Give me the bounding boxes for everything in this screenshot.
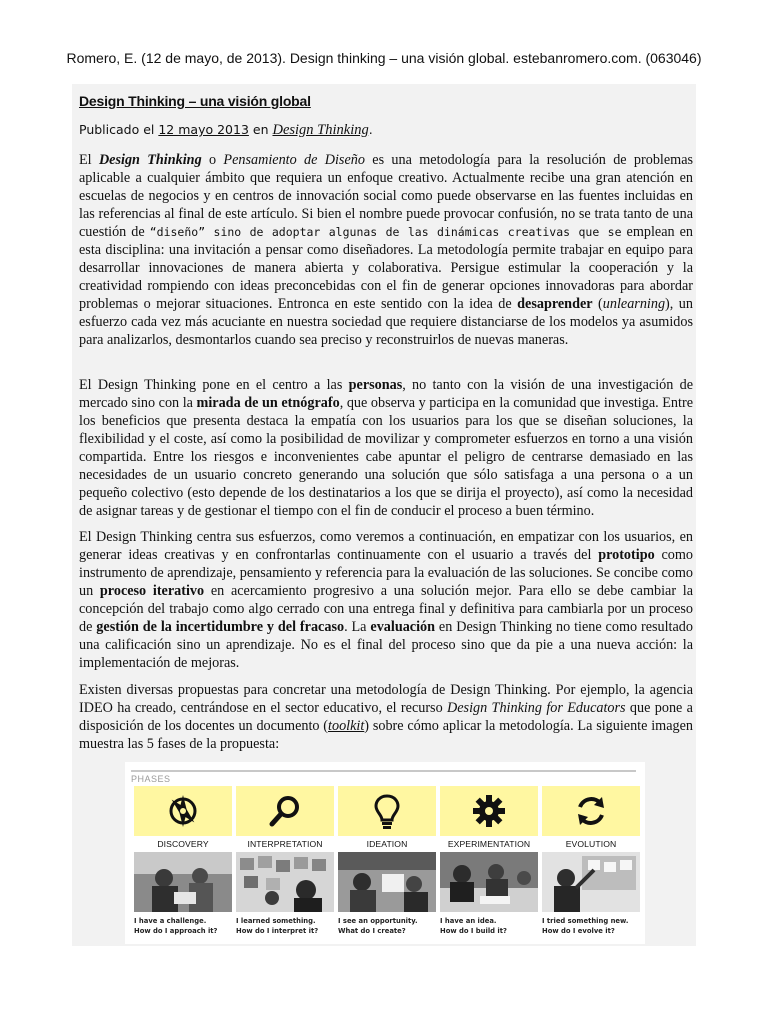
phase-question-line1: I tried something new. <box>542 917 629 925</box>
phase-question-line2: How do I evolve it? <box>542 927 615 935</box>
phase-photo <box>440 852 538 912</box>
text-run: ( <box>592 296 603 312</box>
text-run: personas <box>348 377 403 393</box>
text-run: Design Thinking <box>98 152 202 168</box>
text-run: unlearning <box>602 296 666 312</box>
text-run: Pensamiento de Diseño <box>223 152 365 168</box>
phase-question <box>236 916 334 936</box>
published-prefix: Publicado el <box>79 122 159 137</box>
text-run: “diseño” sino de adoptar algunas de las dinámicas creativas que se <box>149 225 622 239</box>
phase-ideation <box>338 786 436 936</box>
published-date-link[interactable]: 12 mayo 2013 <box>158 122 249 137</box>
phase-name: DISCOVERY <box>134 836 232 852</box>
figure-rule <box>131 770 636 772</box>
text-run: evaluación <box>370 619 436 635</box>
phase-evolution <box>542 786 640 936</box>
article-title[interactable]: Design Thinking – una visión global <box>79 93 311 109</box>
text-run: en Design Thinking no tiene como resultado una calificación sino un aprendizaje. No es el final del proceso sino que da pie a una nueva acción: la implementación de mejoras. <box>79 619 693 671</box>
text-run: gestión de la incertidumbre y del fracaso <box>96 619 345 635</box>
text-run: ) sobre cómo aplicar la metodología. La siguiente imagen muestra las 5 fases de la propuesta: <box>79 718 693 752</box>
paragraph-intro <box>79 151 693 349</box>
phase-icon-box <box>440 786 538 836</box>
text-run: ), un esfuerzo cada vez más acuciante en nuestra sociedad que requiere distanciarse de los modelos ya asumidos para analizarlos, desmontarlos cuando sea preciso y reconstruirlos de nuevas maneras. <box>79 296 693 348</box>
published-suffix: . <box>368 122 373 137</box>
text-run: o <box>201 152 224 168</box>
paragraph-propuestas <box>79 681 693 753</box>
phase-question-line1: I see an opportunity. <box>338 917 418 925</box>
published-line <box>79 122 373 139</box>
text-run: prototipo <box>598 547 655 563</box>
text-run: El <box>79 152 99 168</box>
phase-question-line1: I learned something. <box>236 917 316 925</box>
phase-question-line1: I have a challenge. <box>134 917 207 925</box>
phase-icon-box <box>338 786 436 836</box>
text-run: , que observa y participa en la comunidad que investiga. Entre los beneficios que presenta destaca la empatía con los usuarios para los que se diseñan soluciones, la flexibilidad y el coste, así como la posibilidad de movilizar y comprometer esfuerzos en torno a una visión compartida. Entre los riesgos e inconvenientes cabe apuntar el peligro de centrarse demasiado en las necesidades de un usuario concreto generando una solución que sólo satisfaga a una persona o a un pequeño colectivo (esto depende de los destinatarios a los que se dirija el proyecto), así como la necesidad de asignar tareas y de gestionar el tiempo con el fin de conducir el proceso a buen término. <box>79 395 693 519</box>
phase-icon-box <box>236 786 334 836</box>
phase-photo <box>542 852 640 912</box>
text-run: Existen diversas propuestas para concretar una metodología de Design Thinking. Por ejemplo, la agencia IDEO ha creado, centrándose en el sector educativo, el recurso <box>79 682 693 716</box>
phase-name: EVOLUTION <box>542 836 640 852</box>
text-run: mirada de un etnógrafo <box>196 395 340 411</box>
phase-question <box>542 916 640 936</box>
text-run[interactable]: toolkit <box>328 718 365 734</box>
phase-question-line2: How do I approach it? <box>134 927 218 935</box>
phase-photo <box>338 852 436 912</box>
text-run: que pone a disposición de los docentes un documento ( <box>79 700 693 734</box>
published-mid: en <box>248 122 273 137</box>
figure-label: PHASES <box>131 774 171 784</box>
phase-name: INTERPRETATION <box>236 836 334 852</box>
phase-question <box>134 916 232 936</box>
paragraph-personas <box>79 376 693 520</box>
text-run: El Design Thinking centra sus esfuerzos, como veremos a continuación, en empatizar con los usuarios, en generar ideas creativas y en confrontarlas continuamente con el usuario a través del <box>79 529 693 563</box>
phase-discovery <box>134 786 232 936</box>
text-run: en acercamiento progresivo a una solución mejor. Para ello se debe cambiar la concepción del trabajo como algo cerrado con una entrega final y definitiva para cambiarla por un proceso de <box>79 583 694 635</box>
paragraph-prototipo <box>79 528 693 672</box>
text-run: El Design Thinking pone en el centro a las <box>79 377 349 393</box>
phase-icon-box <box>542 786 640 836</box>
phase-question-line2: How do I interpret it? <box>236 927 319 935</box>
refresh-icon <box>571 791 611 831</box>
phase-name: EXPERIMENTATION <box>440 836 538 852</box>
citation-header: Romero, E. (12 de mayo, de 2013). Design thinking – una visión global. estebanromero.com. (063046) <box>66 50 702 66</box>
phase-icon-box <box>134 786 232 836</box>
gear-icon <box>469 791 509 831</box>
lightbulb-icon <box>367 791 407 831</box>
text-run: . La <box>344 619 371 635</box>
phase-question <box>338 916 436 936</box>
phase-photo <box>236 852 334 912</box>
text-run: como instrumento de aprendizaje, pensamiento y referencia para la evaluación de las soluciones. Se concibe como un <box>79 547 693 599</box>
phase-interpretation <box>236 786 334 936</box>
phase-question-line1: I have an idea. <box>440 917 497 925</box>
text-run: Design Thinking for Educators <box>447 700 626 716</box>
text-run: , no tanto con la visión de una investigación de mercado sino con la <box>79 377 693 411</box>
text-run: emplean en esta disciplina: una invitación a pensar como diseñadores. La metodología permite trabajar en equipo para desarrollar innovaciones de manera abierta y colaborativa. Persigue estimular la cooperación y la creatividad rompiendo con ideas preconcebidas con el fin de generar opciones innovadoras para abordar problemas o mejorar situaciones. Entronca en este sentido con la idea de <box>79 224 694 312</box>
compass-icon <box>163 791 203 831</box>
phase-photo <box>134 852 232 912</box>
phase-question <box>440 916 538 936</box>
category-link[interactable]: Design Thinking <box>272 122 369 138</box>
text-run: proceso iterativo <box>99 583 205 599</box>
phase-question-line2: What do I create? <box>338 927 406 935</box>
magnifier-icon <box>265 791 305 831</box>
phase-question-line2: How do I build it? <box>440 927 507 935</box>
text-run: es una metodología para la resolución de problemas aplicable a cualquier ámbito que requiera un enfoque creativo. Actualmente recibe una gran atención en escuelas de negocios y en centros de innovación social como puede observarse en las fuentes incluidas en las referencias al final de este artículo. Si bien el nombre puede provocar confusión, no se trata tanto de una cuestión de <box>79 152 694 240</box>
text-run: desaprender <box>517 296 593 312</box>
phase-name: IDEATION <box>338 836 436 852</box>
phase-experimentation <box>440 786 538 936</box>
